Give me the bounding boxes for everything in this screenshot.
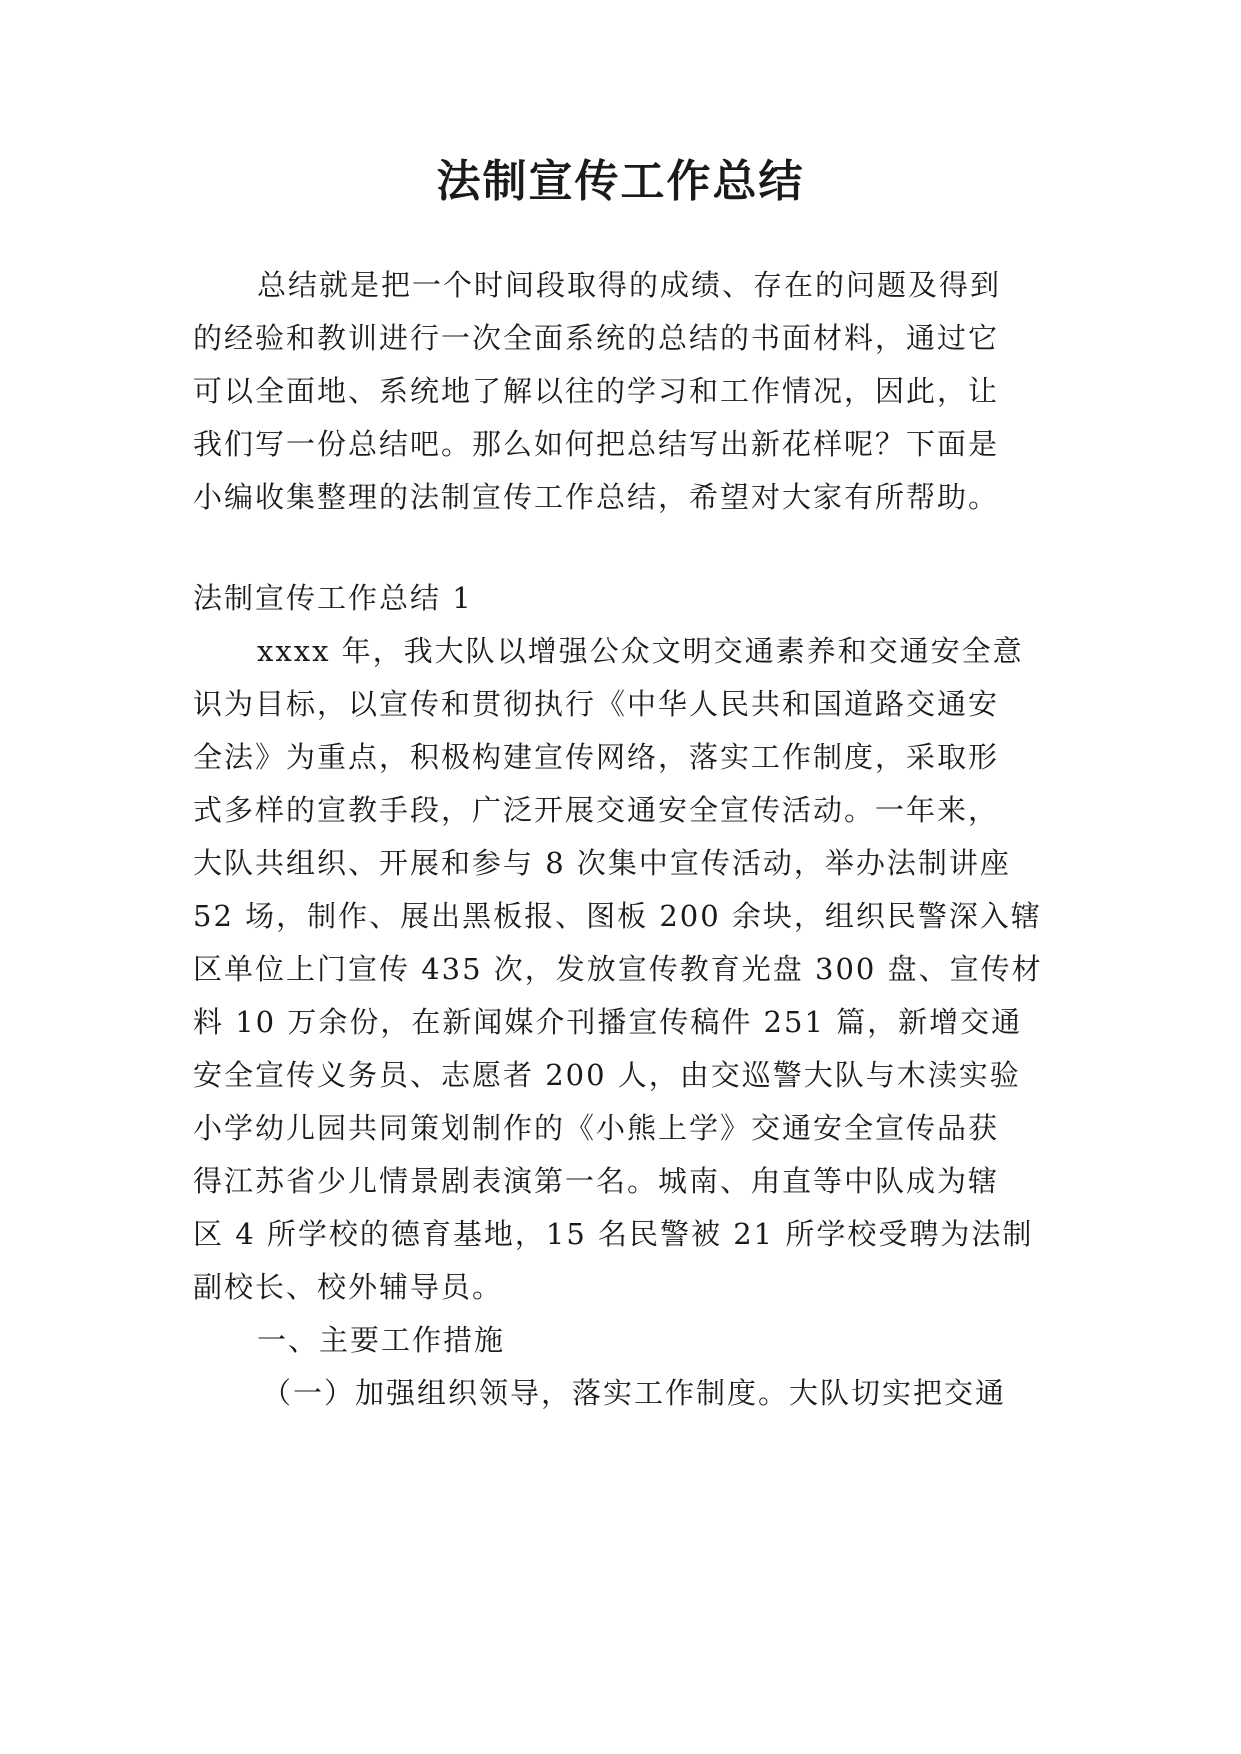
intro-line-1: 总结就是把一个时间段取得的成绩、存在的问题及得到 [257, 268, 1002, 302]
body-line-4: 式多样的宣教手段，广泛开展交通安全宣传活动。一年来， [193, 793, 1000, 827]
body-last-line: （一）加强组织领导，落实工作制度。大队切实把交通 [262, 1376, 1007, 1410]
body-line-13: 副校长、校外辅导员。 [193, 1270, 504, 1304]
intro-line-2: 的经验和教训进行一次全面系统的总结的书面材料，通过它 [193, 321, 1000, 355]
intro-line-4: 我们写一份总结吧。那么如何把总结写出新花样呢？下面是 [193, 427, 1000, 461]
body-line-8: 料 10 万余份，在新闻媒介刊播宣传稿件 251 篇，新增交通 [193, 1005, 1023, 1039]
body-line-12: 区 4 所学校的德育基地，15 名民警被 21 所学校受聘为法制 [193, 1217, 1034, 1251]
intro-line-5: 小编收集整理的法制宣传工作总结，希望对大家有所帮助。 [193, 480, 1000, 514]
body-line-11: 得江苏省少儿情景剧表演第一名。城南、甪直等中队成为辖 [193, 1164, 1000, 1198]
document-title: 法制宣传工作总结 [436, 156, 805, 207]
body-line-10: 小学幼儿园共同策划制作的《小熊上学》交通安全宣传品获 [193, 1111, 1000, 1145]
body-line-2: 识为目标，以宣传和贯彻执行《中华人民共和国道路交通安 [193, 687, 1000, 721]
body-line-9: 安全宣传义务员、志愿者 200 人，由交巡警大队与木渎实验 [193, 1058, 1021, 1092]
body-line-5: 大队共组织、开展和参与 8 次集中宣传活动，举办法制讲座 [193, 846, 1011, 880]
body-line-3: 全法》为重点，积极构建宣传网络，落实工作制度，采取形 [193, 740, 1000, 774]
intro-line-3: 可以全面地、系统地了解以往的学习和工作情况，因此，让 [193, 374, 1000, 408]
body-line-7: 区单位上门宣传 435 次，发放宣传教育光盘 300 盘、宣传材 [193, 952, 1043, 986]
section-title: 法制宣传工作总结 1 [193, 581, 473, 615]
subheading: 一、主要工作措施 [257, 1323, 506, 1357]
body-line-1: xxxx 年，我大队以增强公众文明交通素养和交通安全意 [257, 634, 1024, 668]
body-line-6: 52 场，制作、展出黑板报、图板 200 余块，组织民警深入辖 [193, 899, 1042, 933]
